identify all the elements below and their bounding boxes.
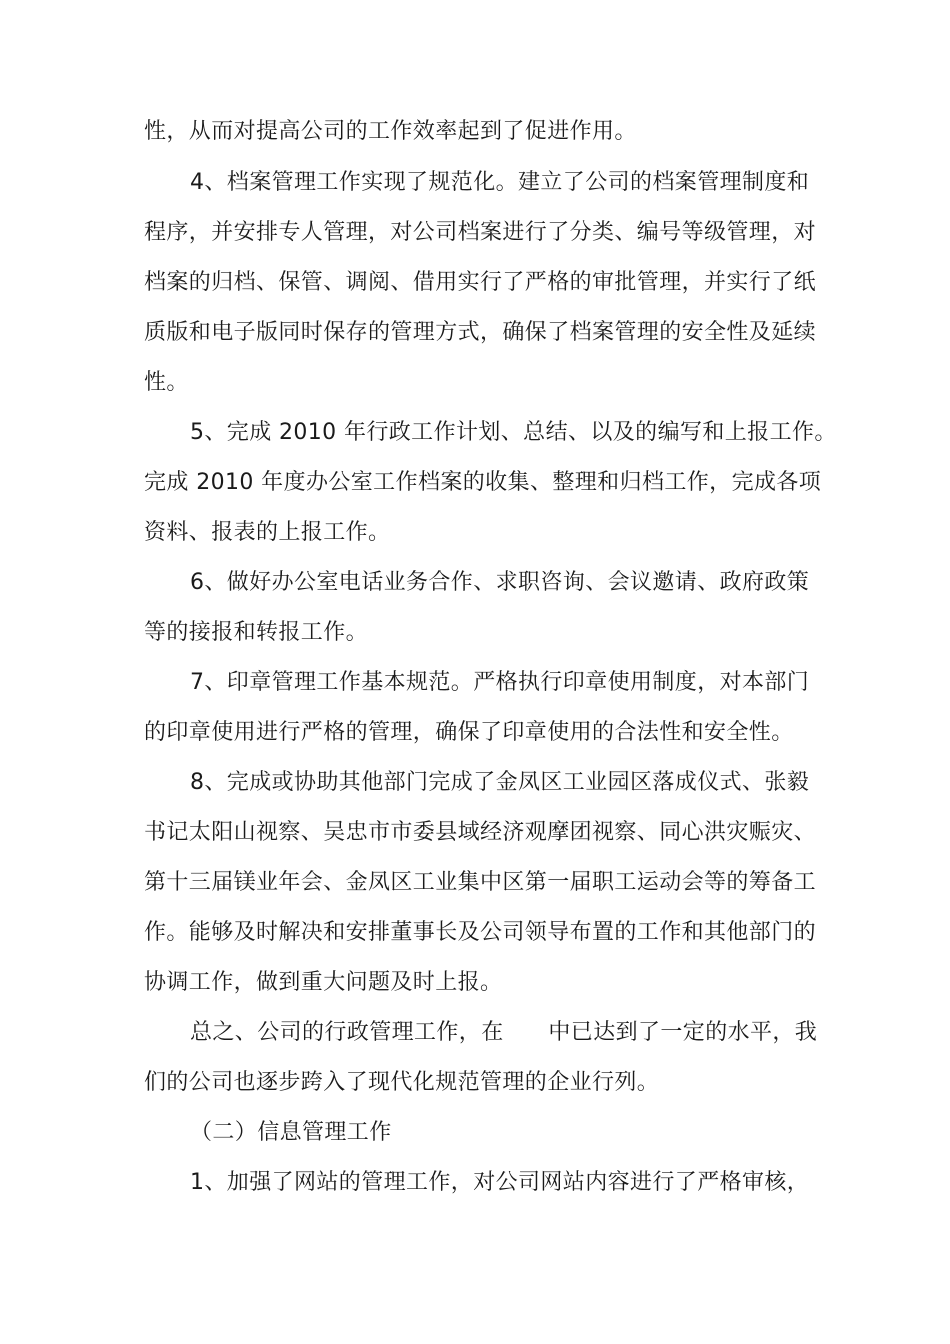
paragraph-7-line-1: 7、印章管理工作基本规范。严格执行印章使用制度，对本部门 xyxy=(190,670,810,695)
paragraph-6-line-2: 等的接报和转报工作。 xyxy=(144,620,369,645)
paragraph-7-line-2: 的印章使用进行严格的管理，确保了印章使用的合法性和安全性。 xyxy=(144,720,794,745)
paragraph-4-line-4: 质版和电子版同时保存的管理方式，确保了档案管理的安全性及延续 xyxy=(144,320,817,345)
section-heading: （二）信息管理工作 xyxy=(190,1120,392,1145)
paragraph-8-line-4: 作。能够及时解决和安排董事长及公司领导布置的工作和其他部门的 xyxy=(144,920,817,945)
text-line: 性，从而对提高公司的工作效率起到了促进作用。 xyxy=(144,119,637,144)
paragraph-5-line-3: 资料、报表的上报工作。 xyxy=(144,520,391,545)
paragraph-8-line-3: 第十三届镁业年会、金凤区工业集中区第一届职工运动会等的筹备工 xyxy=(144,870,817,895)
paragraph-6-line-1: 6、做好办公室电话业务合作、求职咨询、会议邀请、政府政策 xyxy=(190,570,810,595)
paragraph-4-line-3: 档案的归档、保管、调阅、借用实行了严格的审批管理，并实行了纸 xyxy=(144,270,817,295)
paragraph-4-line-2: 程序，并安排专人管理，对公司档案进行了分类、编号等级管理，对 xyxy=(144,220,817,245)
paragraph-4-line-1: 4、档案管理工作实现了规范化。建立了公司的档案管理制度和 xyxy=(190,170,810,195)
summary-line-1: 总之、公司的行政管理工作，在 中已达到了一定的水平，我 xyxy=(190,1020,818,1045)
paragraph-8-line-2: 书记太阳山视察、吴忠市市委县域经济观摩团视察、同心洪灾赈灾、 xyxy=(144,820,817,845)
paragraph-4-line-5: 性。 xyxy=(144,370,189,395)
paragraph-8-line-1: 8、完成或协助其他部门完成了金凤区工业园区落成仪式、张毅 xyxy=(190,770,810,795)
paragraph-8-line-5: 协调工作，做到重大问题及时上报。 xyxy=(144,970,503,995)
paragraph-5-line-2: 完成 2010 年度办公室工作档案的收集、整理和归档工作，完成各项 xyxy=(144,470,822,495)
info-paragraph-1-line-1: 1、加强了网站的管理工作，对公司网站内容进行了严格审核， xyxy=(190,1170,810,1195)
summary-line-2: 们的公司也逐步跨入了现代化规范管理的企业行列。 xyxy=(144,1070,660,1095)
paragraph-5-line-1: 5、完成 2010 年行政工作计划、总结、以及的编写和上报工作。 xyxy=(190,420,837,445)
